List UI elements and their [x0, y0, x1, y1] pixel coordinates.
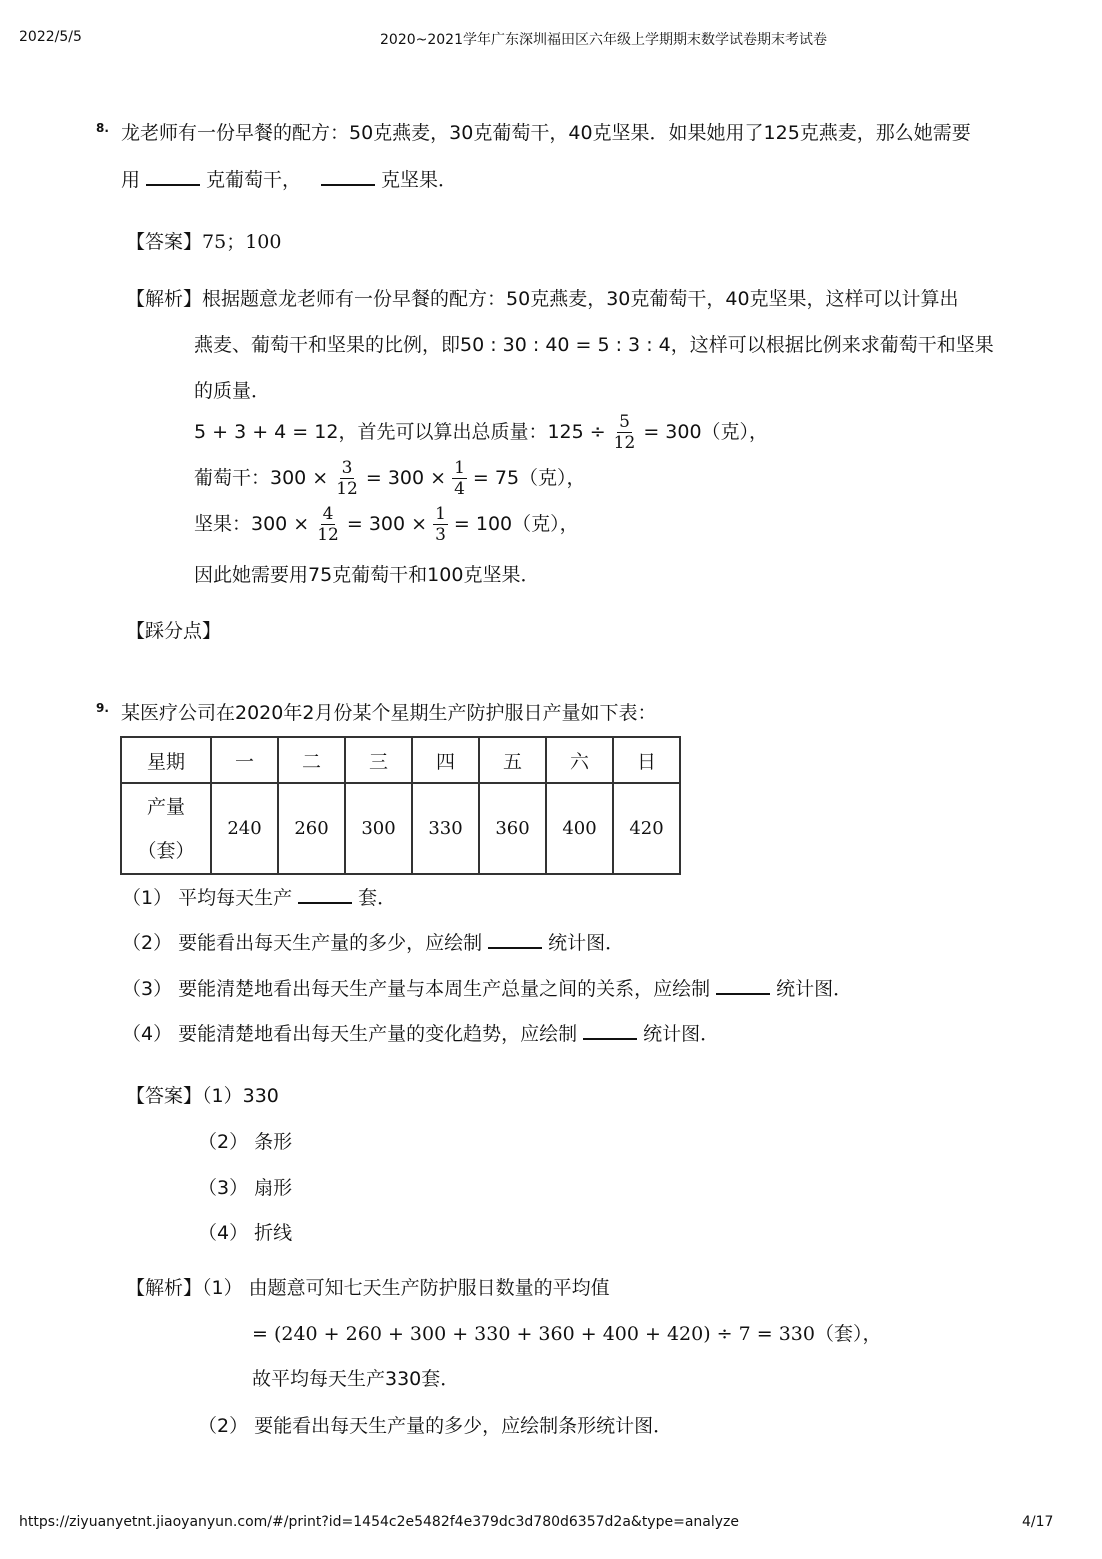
- q8-stem-line2: 用 克葡萄干， 克坚果．: [121, 169, 458, 191]
- print-date: 2022/5/5: [19, 29, 82, 45]
- table-header-cell: 星期: [121, 737, 211, 783]
- table-cell: 420: [613, 783, 680, 874]
- q8-calc-raisins: 葡萄干：300 × $\frac{3}{12}$ = 300 × $\frac{1}{4}$ = 75（克），: [194, 458, 586, 499]
- production-table: [120, 736, 681, 875]
- table-cell: 240: [211, 783, 278, 874]
- q8-stem-line1: 龙老师有一份早餐的配方：50克燕麦，30克葡萄干，40克坚果．如果她用了125克燕麦，那么她需要: [121, 122, 971, 144]
- q9-sub4: （4） 要能清楚地看出每天生产量的变化趋势，应绘制 统计图．: [122, 1023, 720, 1045]
- fraction: $\frac{4}{12}$: [317, 504, 339, 545]
- table-row: [121, 737, 680, 783]
- question-number-8: 8.: [96, 121, 109, 135]
- table-header-cell: 四: [412, 737, 479, 783]
- q8-answer: 【答案】75；100: [126, 231, 282, 253]
- table-cell: 360: [479, 783, 546, 874]
- q9-stem: 某医疗公司在2020年2月份某个星期生产防护服日产量如下表：: [121, 702, 657, 724]
- table-header-cell: 六: [546, 737, 613, 783]
- table-cell: 400: [546, 783, 613, 874]
- answer-blank: [716, 977, 770, 995]
- answer-blank: [583, 1022, 637, 1040]
- table-row: [121, 783, 680, 874]
- q8-calc-nuts: 坚果：300 × $\frac{4}{12}$ = 300 × $\frac{1}{3}$ = 100（克），: [194, 504, 579, 545]
- table-row-label: 产量 （套）: [121, 783, 211, 874]
- q8-conclusion: 因此她需要用75克葡萄干和100克坚果．: [194, 564, 540, 586]
- document-title: 2020~2021学年广东深圳福田区六年级上学期期末数学试卷期末考试卷: [380, 32, 827, 48]
- q9-sub1: （1） 平均每天生产 套．: [122, 887, 397, 909]
- table-header-cell: 五: [479, 737, 546, 783]
- q8-calc-total: 5 + 3 + 4 = 12，首先可以算出总质量：125 ÷ $\frac{5}{12}$ = 300（克），: [194, 412, 769, 453]
- fraction: $\frac{1}{4}$: [454, 458, 465, 499]
- question-number-9: 9.: [96, 701, 109, 715]
- answer-blank: [488, 931, 542, 949]
- q8-analysis-line2: 燕麦、葡萄干和坚果的比例，即50 : 30 : 40 = 5 : 3 : 4，这样可以根据比例来求葡萄干和坚果: [194, 334, 994, 356]
- page-number: 4/17: [1022, 1514, 1054, 1530]
- q8-analysis-line1: 【解析】根据题意龙老师有一份早餐的配方：50克燕麦，30克葡萄干，40克坚果，这样可以计算出: [126, 288, 959, 310]
- table-header-cell: 二: [278, 737, 345, 783]
- answer-blank: [321, 168, 375, 186]
- q9-answer-2: （2） 条形: [198, 1131, 293, 1153]
- answer-blank: [298, 886, 352, 904]
- q9-analysis-2: （2） 要能看出每天生产量的多少，应绘制条形统计图．: [198, 1415, 673, 1437]
- q9-answer-1: 【答案】（1）330: [126, 1085, 279, 1107]
- answer-blank: [146, 168, 200, 186]
- fraction: $\frac{3}{12}$: [336, 458, 358, 499]
- q9-analysis-1: 【解析】（1） 由题意可知七天生产防护服日数量的平均值: [126, 1277, 610, 1299]
- table-cell: 330: [412, 783, 479, 874]
- page-url: https://ziyuanyetnt.jiaoyanyun.com/#/print?id=1454c2e5482f4e379dc3d780d6357d2a&type=analyze: [19, 1514, 739, 1530]
- q8-analysis-line3: 的质量．: [194, 380, 271, 402]
- q9-sub3: （3） 要能清楚地看出每天生产量与本周生产总量之间的关系，应绘制 统计图．: [122, 978, 853, 1000]
- table-header-cell: 三: [345, 737, 412, 783]
- table-cell: 300: [345, 783, 412, 874]
- table-header-cell: 一: [211, 737, 278, 783]
- q9-answer-4: （4） 折线: [198, 1222, 293, 1244]
- fraction: $\frac{5}{12}$: [613, 412, 636, 453]
- fraction: $\frac{1}{3}$: [435, 504, 446, 545]
- q9-answer-3: （3） 扇形: [198, 1177, 293, 1199]
- q9-analysis-calc: = (240 + 260 + 300 + 330 + 360 + 400 + 420) ÷ 7 = 330（套），: [252, 1323, 882, 1345]
- q9-analysis-conclusion: 故平均每天生产330套．: [252, 1368, 460, 1390]
- q9-sub2: （2） 要能看出每天生产量的多少，应绘制 统计图．: [122, 932, 625, 954]
- table-header-cell: 日: [613, 737, 680, 783]
- q8-scoring-points: 【踩分点】: [126, 620, 222, 642]
- table-cell: 260: [278, 783, 345, 874]
